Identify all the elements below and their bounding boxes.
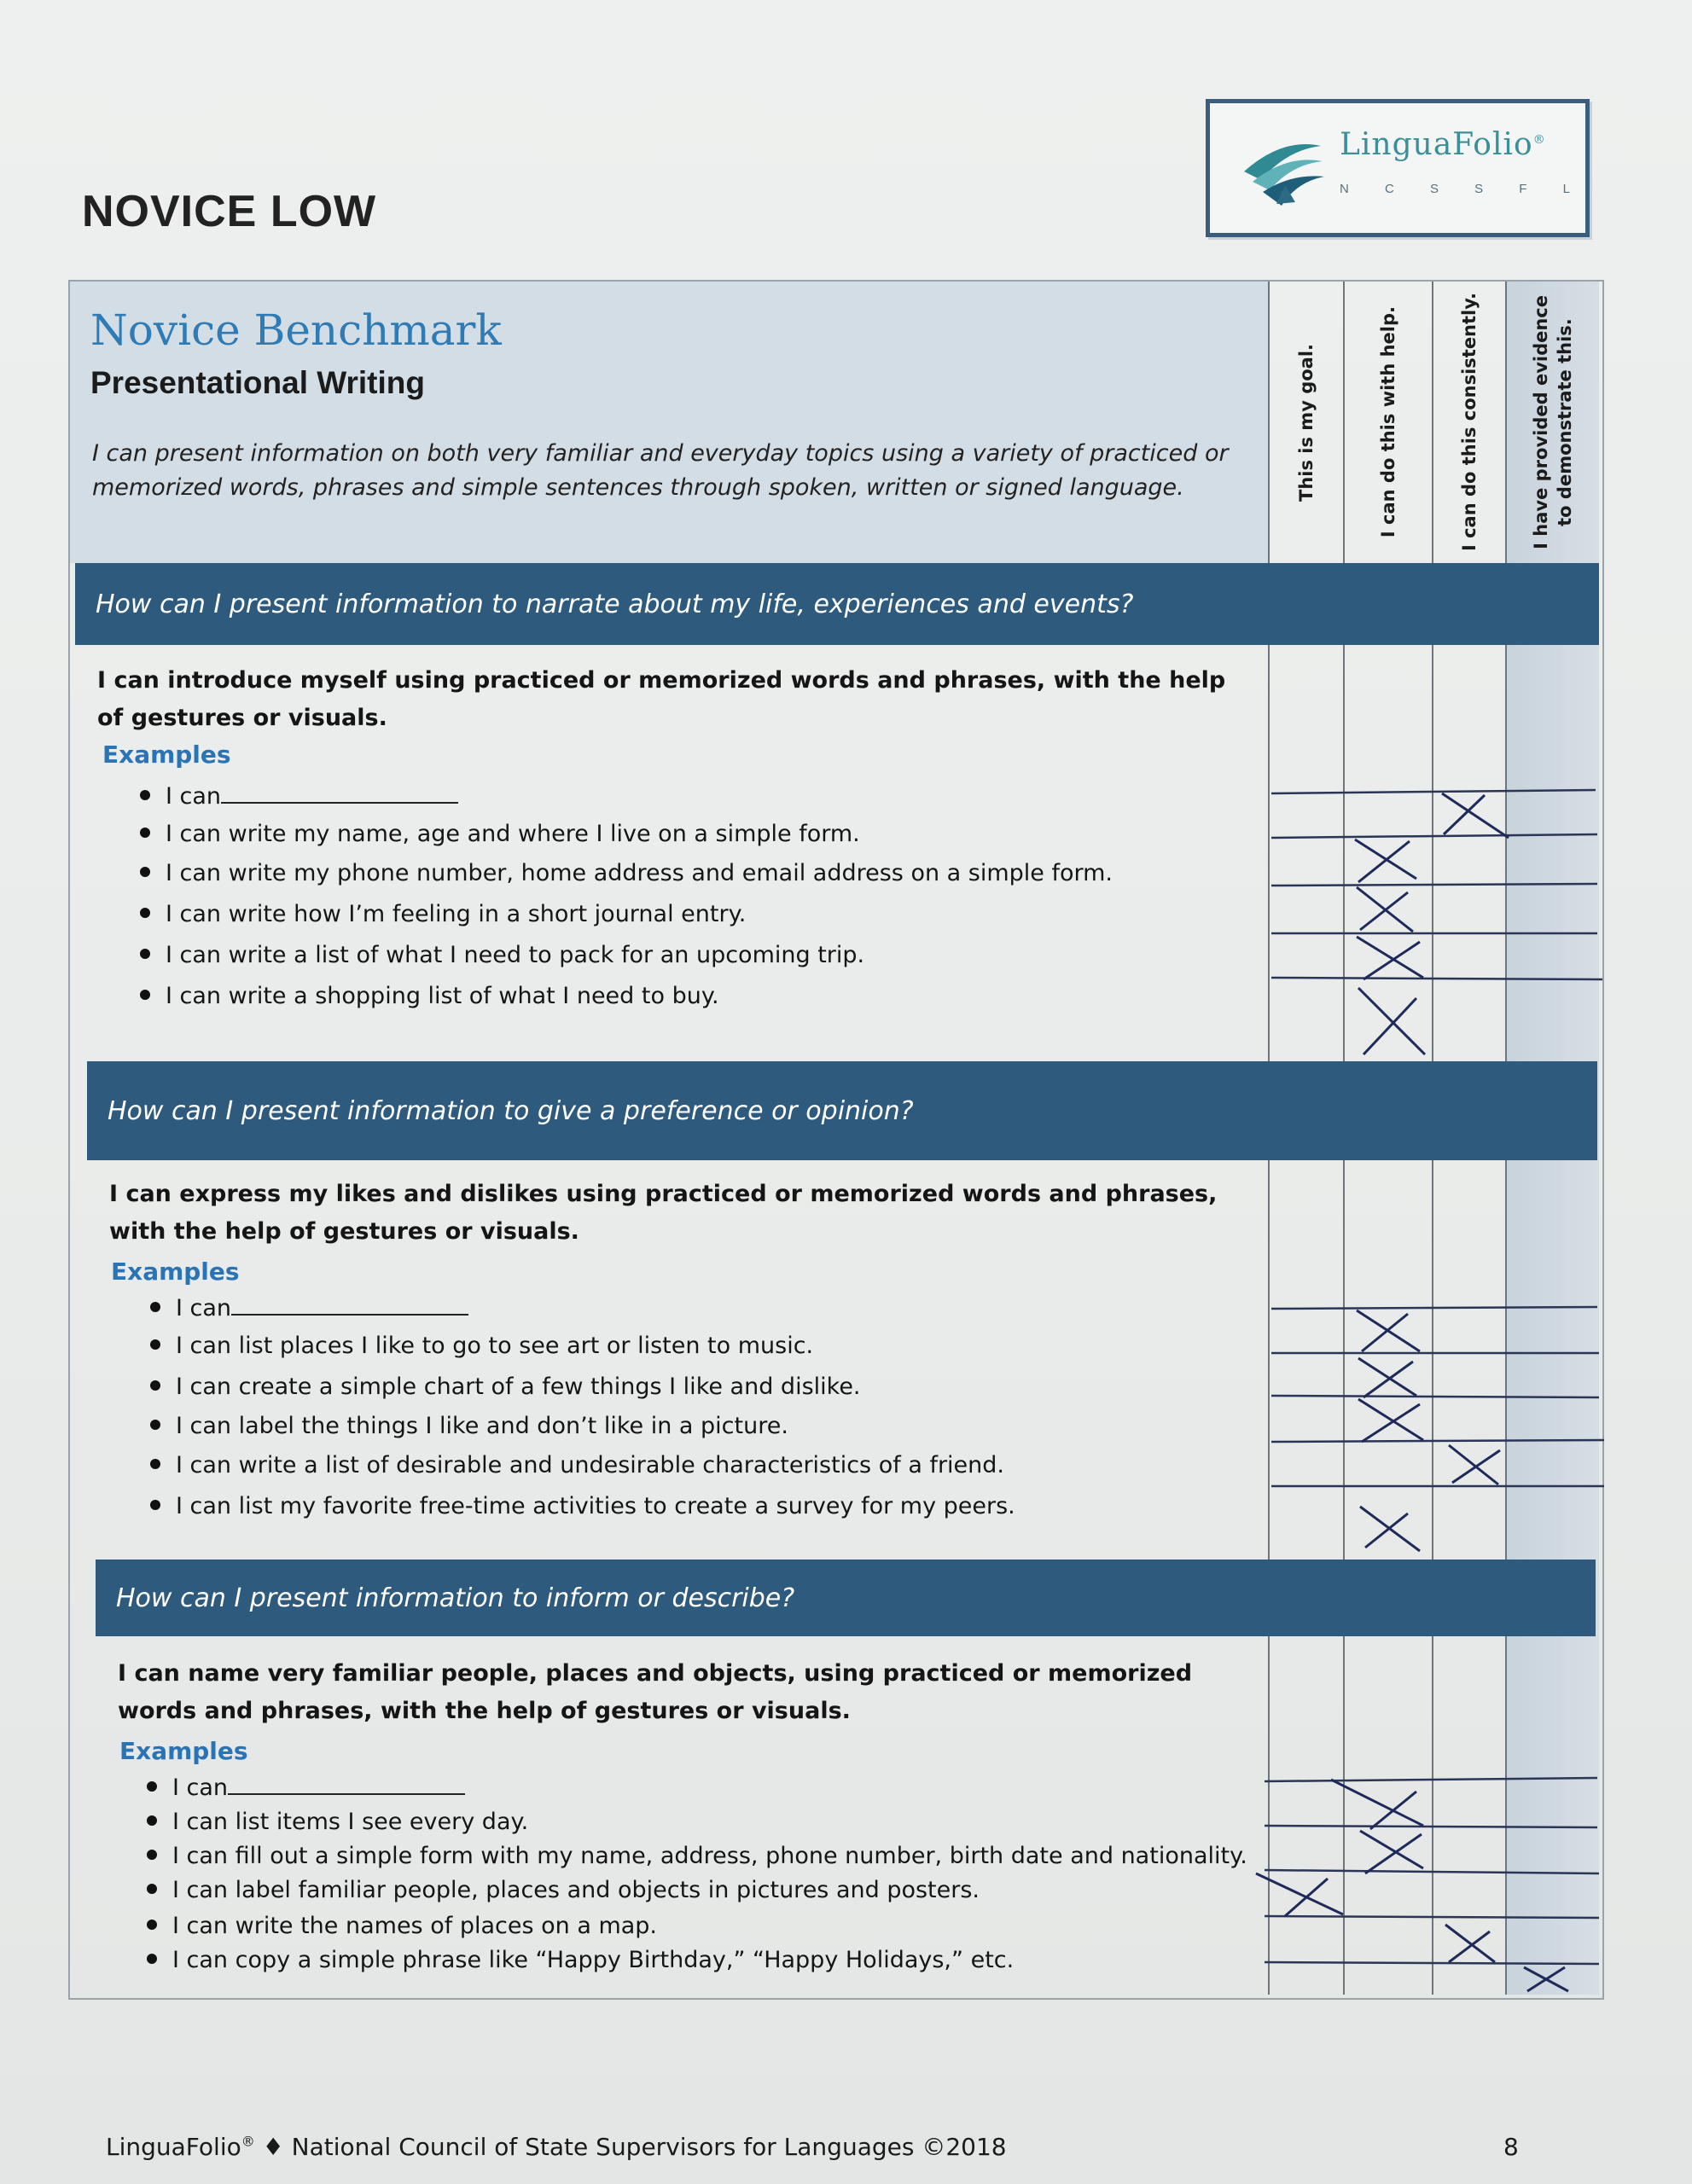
logo-letters: N C S S F L (1340, 182, 1570, 196)
section-question: How can I present information to narrate about my life, experiences and events? (96, 589, 1134, 619)
benchmark-title: Novice Benchmark (90, 305, 502, 355)
list-item: I can copy a simple phrase like “Happy Birthday,” “Happy Holidays,” etc. (147, 1947, 1014, 1973)
page-number: 8 (1503, 2133, 1519, 2161)
list-item: I can list places I like to go to see art or listen to music. (150, 1333, 813, 1359)
list-item: I can write a shopping list of what I need to buy. (140, 983, 719, 1009)
logo-wordmark: LinguaFolio® (1340, 127, 1546, 162)
can-do-statement: I can name very familiar people, places and objects, using practiced or memorized words and phrases, with the help of gestures or visuals. (118, 1660, 1193, 1724)
list-item: I can fill out a simple form with my name, address, phone number, birth date and nationality. (147, 1843, 1247, 1869)
check-x-icon (1256, 793, 1568, 1991)
column-label: This is my goal. (1296, 343, 1317, 502)
list-item: I can write the names of places on a map. (147, 1913, 657, 1939)
column-label: I can do this consistently. (1459, 293, 1480, 552)
list-item: I can (140, 783, 458, 810)
examples-label: Examples (102, 741, 231, 769)
column-label: I have provided evidence to demonstrate this. (1531, 295, 1575, 549)
list-item: I can write a list of desirable and undesirable characteristics of a friend. (150, 1452, 1004, 1478)
footer-credit: LinguaFolio® ♦ National Council of State Supervisors for Languages ©2018 (106, 2133, 1007, 2161)
list-item: I can (150, 1295, 468, 1321)
list-item: I can label familiar people, places and objects in pictures and posters. (147, 1877, 980, 1903)
section-question: How can I present information to give a preference or opinion? (108, 1095, 914, 1126)
list-item: I can write my name, age and where I live on a simple form. (140, 821, 860, 847)
list-item: I can write how I’m feeling in a short journal entry. (140, 901, 746, 927)
hand-drawn-row-lines (1265, 790, 1604, 1964)
can-do-statement: I can express my likes and dislikes using practiced or memorized words and phrases, with the help of gestures or visuals. (109, 1181, 1218, 1245)
list-item: I can (147, 1774, 465, 1801)
examples-label: Examples (119, 1737, 248, 1765)
benchmark-subtitle: Presentational Writing (90, 365, 425, 400)
list-item: I can list my favorite free-time activities to create a survey for my peers. (150, 1493, 1015, 1519)
level-title: NOVICE LOW (82, 187, 377, 236)
examples-label: Examples (111, 1258, 240, 1286)
column-label: I can do this with help. (1378, 306, 1398, 538)
list-item: I can write a list of what I need to pack for an upcoming trip. (140, 942, 864, 968)
section-question: How can I present information to inform or describe? (116, 1583, 795, 1613)
list-item: I can write my phone number, home address and email address on a simple form. (140, 860, 1113, 886)
list-item: I can list items I see every day. (147, 1809, 528, 1835)
benchmark-description: I can present information on both very familiar and everyday topics using a variety of practiced or memorized words, phrases and simple sentences through spoken, written or signed language. (92, 440, 1229, 501)
can-do-statement: I can introduce myself using practiced or memorized words and phrases, with the help of gestures or visuals. (97, 667, 1226, 731)
list-item: I can label the things I like and don’t like in a picture. (150, 1413, 788, 1439)
list-item: I can create a simple chart of a few things I like and dislike. (150, 1374, 861, 1400)
